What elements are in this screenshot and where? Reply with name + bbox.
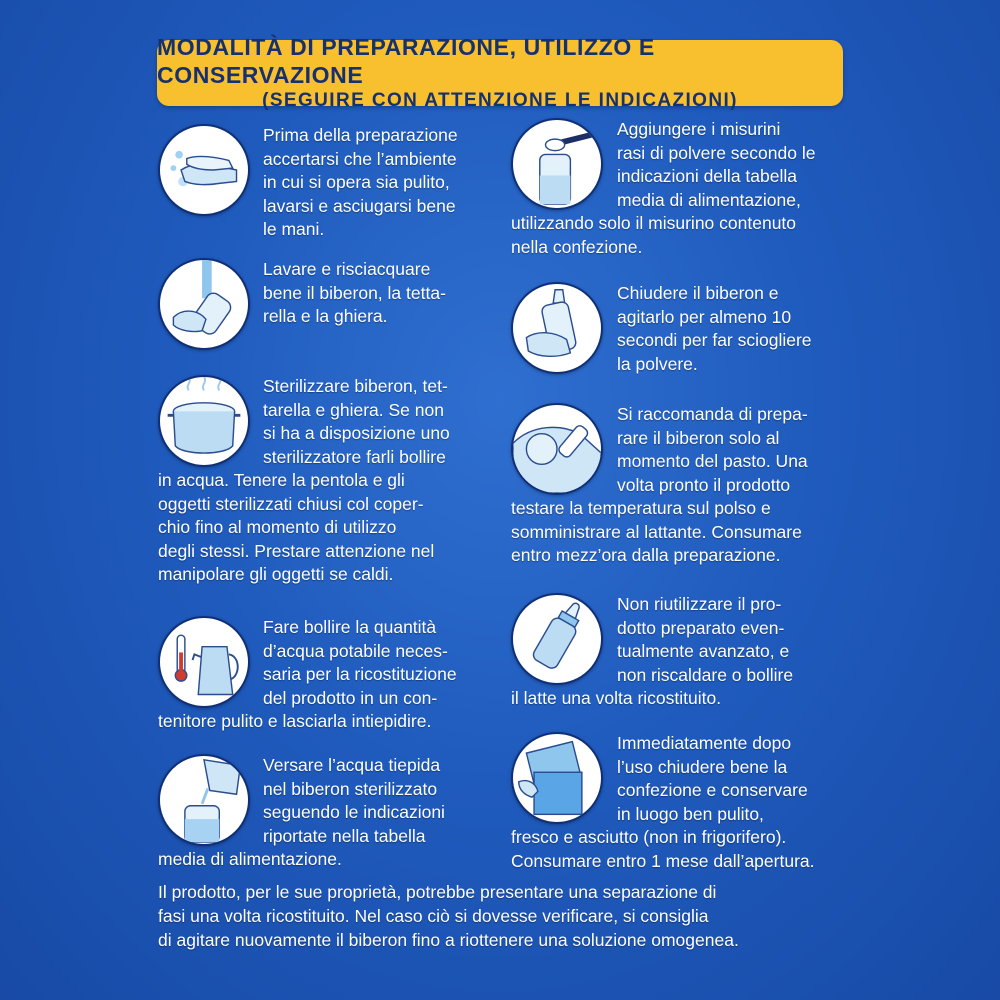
page-title: MODALITÀ DI PREPARAZIONE, UTILIZZO E CONSERVAZIONE [157,34,655,88]
shake-bottle-icon [511,282,603,374]
kettle-thermometer-icon [158,616,250,708]
step-4-text-cont: tenitore pulito e lasciarla intiepidire. [158,711,432,731]
hand-washing-icon [158,124,250,216]
step-5-text: Versare l’acqua tiepida nel biberon sterilizzato seguendo le indicazioni riportate nella tabella [263,755,445,846]
step-6-text-cont: utilizzando solo il misurino contenuto nella confezione. [511,213,797,257]
step-2-text: Lavare e risciacquare bene il biberon, la tetta- rella e la ghiera. [263,259,446,326]
feeding-baby-icon [511,403,603,495]
step-6-text: Aggiungere i misurini rasi di polvere secondo le indicazioni della tabella media di alimentazione, [617,119,816,210]
footer-note: Il prodotto, per le sue proprietà, potrebbe presentare una separazione di fasi una volta ricostituito. Nel caso ciò si dovesse verificare, si consiglia di agitare nuovamente il biberon fino a riottenere una soluzione omogenea. [158,882,739,950]
pouring-water-icon [158,754,250,846]
step-8-text-cont: testare la temperatura sul polso e somministrare al lattante. Consumare entro mezz’ora dalla preparazione. [511,498,802,565]
bottle-rinse-icon [158,258,250,350]
step-3-text: Sterilizzare biberon, tet- tarella e ghiera. Se non si ha a disposizione uno sterilizzatore farli bollire [263,376,450,467]
step-9-text: Non riutilizzare il pro- dotto preparato even- tualmente avanzato, e non riscaldare o bollire [617,594,794,685]
step-3-text-cont: in acqua. Tenere la pentola e gli oggetti sterilizzati chiusi col coper- chio fino al momento di utilizzo degli stessi. Prestare attenzione nel manipolare gli oggetti se caldi. [158,470,435,584]
closing-package-icon [511,732,603,824]
step-7-text: Chiudere il biberon e agitarlo per almeno 10 secondi per far sciogliere la polvere. [617,283,812,374]
step-4-text: Fare bollire la quantità d’acqua potabile neces- saria per la ricostituzione del prodotto in un con- [263,617,457,708]
step-5-text-cont: media di alimentazione. [158,849,342,869]
step-10-text-cont: fresco e asciutto (non in frigorifero). Consumare entro 1 mese dall’apertura. [511,827,815,871]
baby-bottle-icon [511,593,603,685]
page-subtitle: (SEGUIRE CON ATTENZIONE LE INDICAZIONI) [262,90,738,111]
step-9-text-cont: il latte una volta ricostituito. [511,688,722,708]
sterilizing-pot-icon [158,375,250,467]
step-8-text: Si raccomanda di prepa- rare il biberon solo al momento del pasto. Una volta pronto il prodotto [617,404,808,495]
step-10-text: Immediatamente dopo l’uso chiudere bene la confezione e conservare in luogo ben pulito, [617,733,808,824]
step-1-text: Prima della preparazione accertarsi che l’ambiente in cui si opera sia pulito, lavarsi e asciugarsi bene le mani. [263,125,458,239]
header-banner [157,34,843,111]
measuring-scoop-icon [511,118,603,210]
